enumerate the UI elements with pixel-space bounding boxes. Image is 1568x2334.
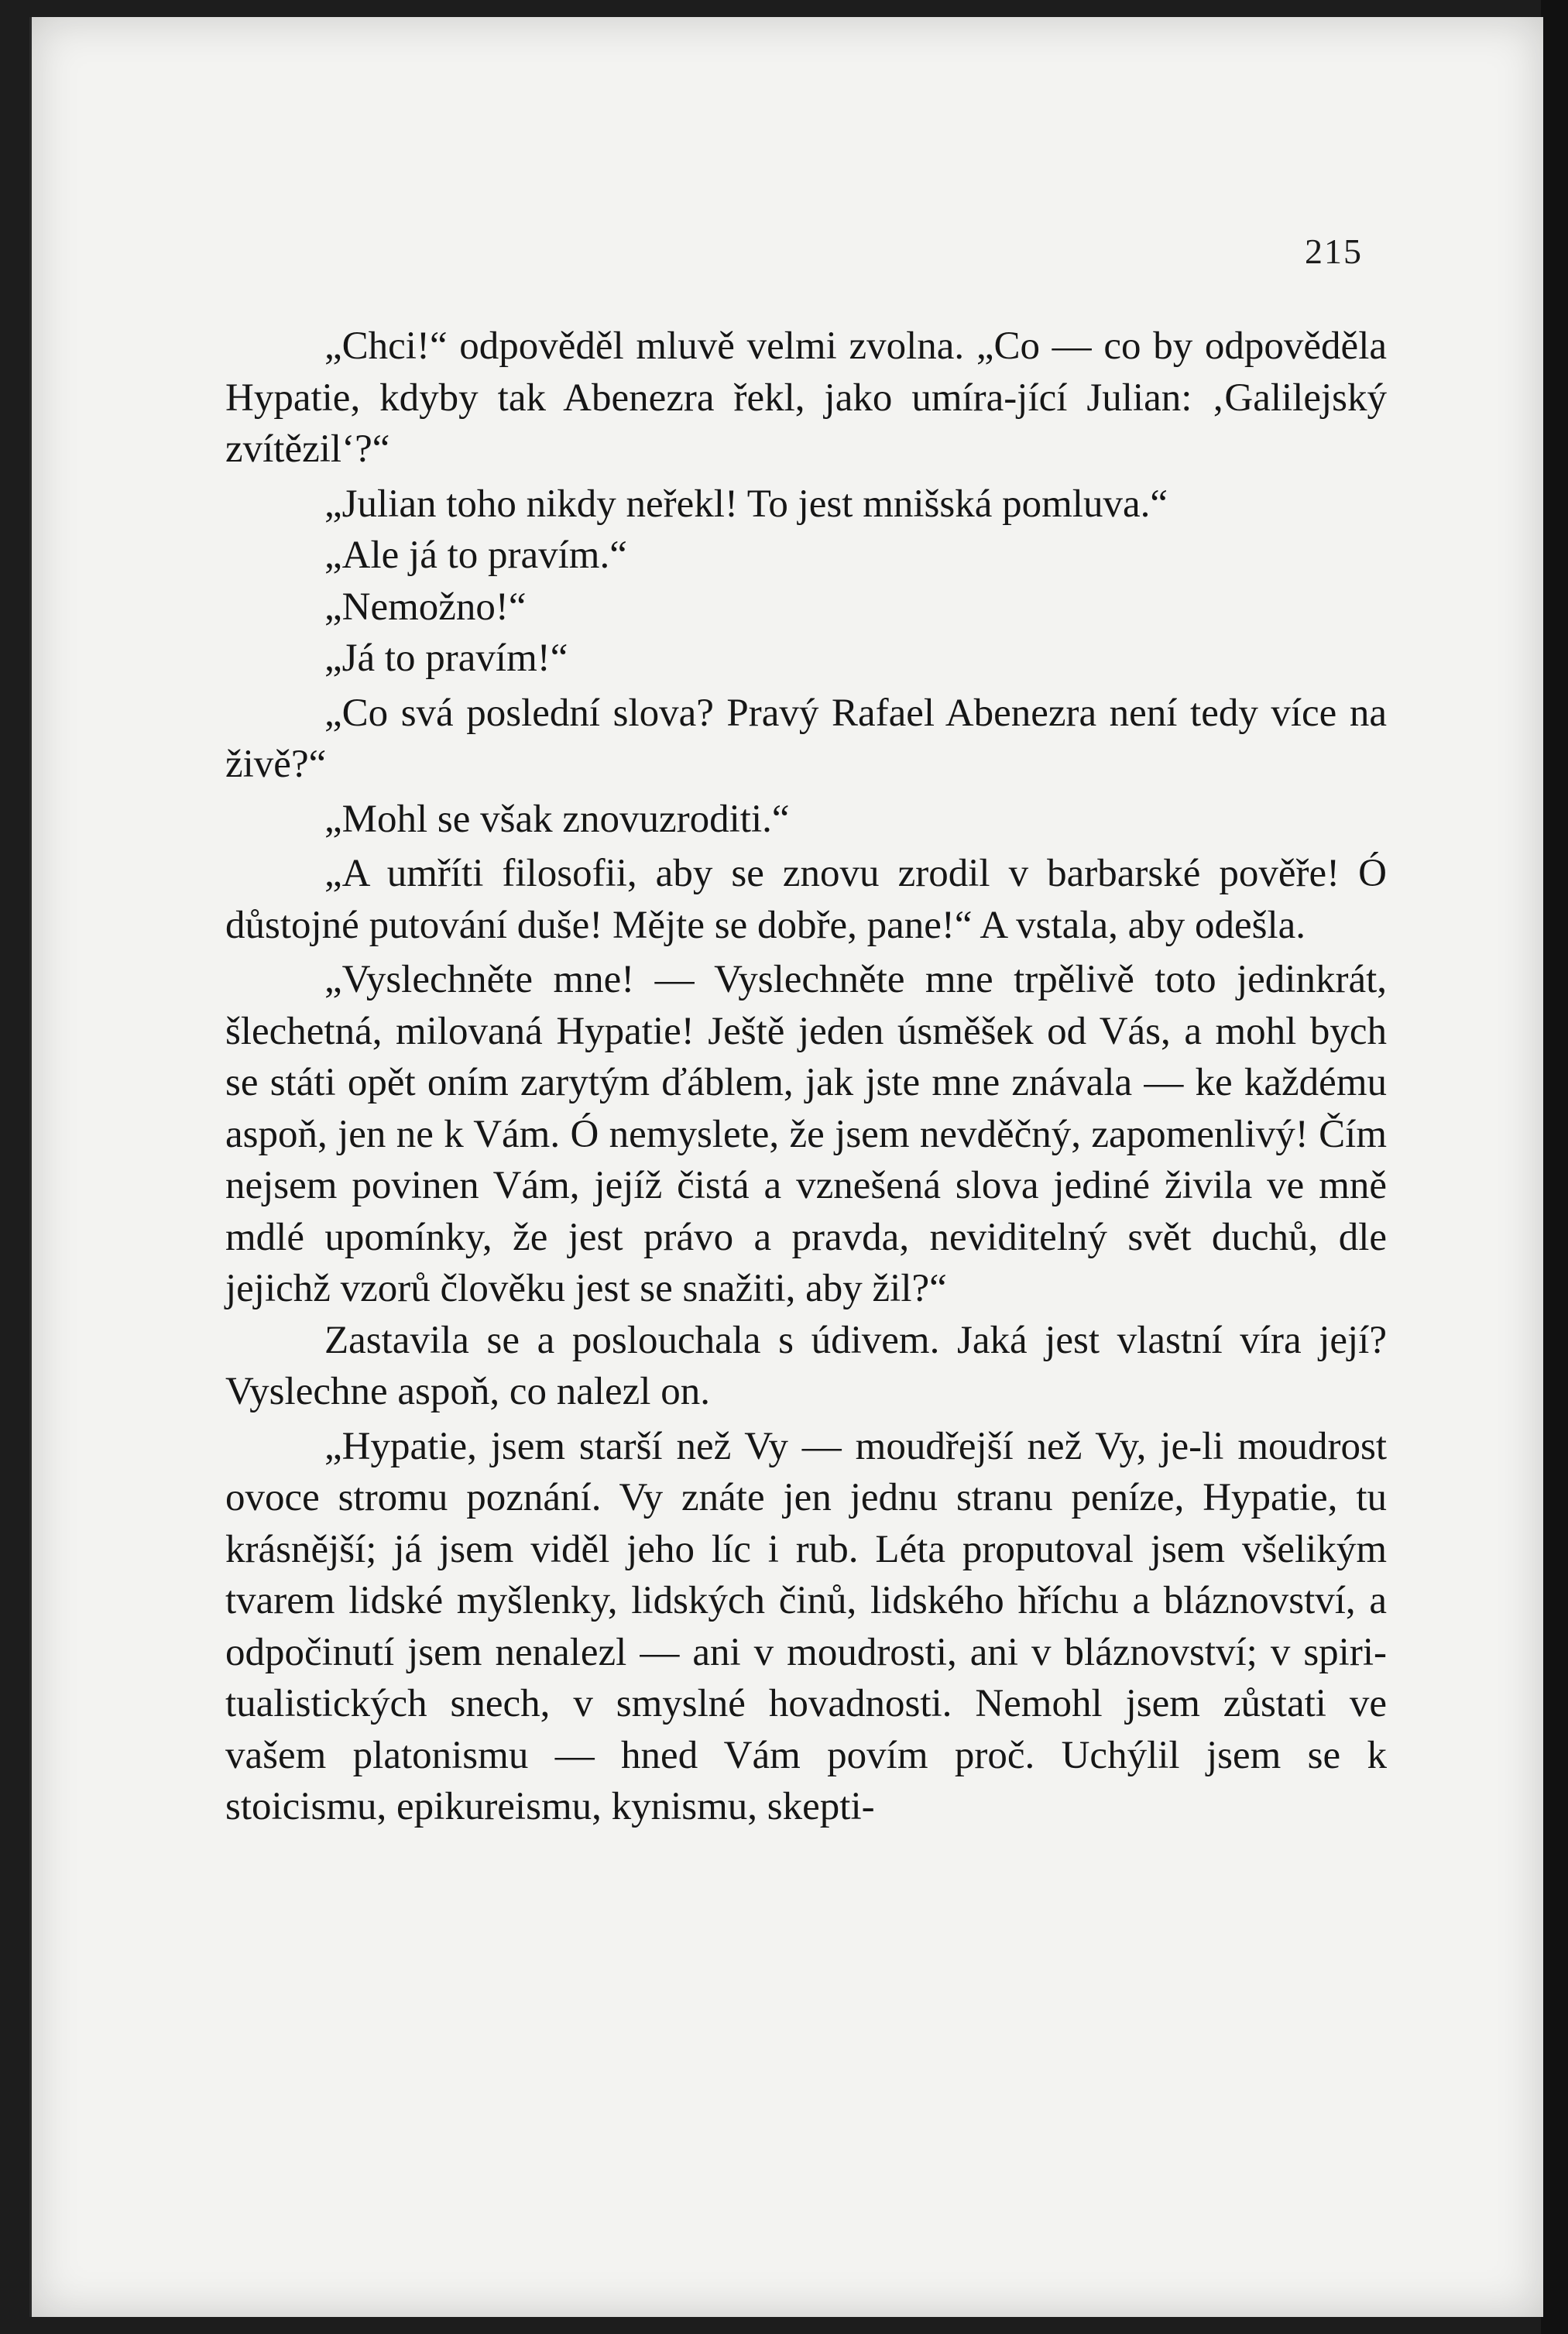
paragraph-9: „Vyslechněte mne! — Vyslechněte mne trpělivě toto jedinkrát, šlechetná, milovaná Hypatie! Ještě jeden úsměšek od Vás, a mohl bych se státi opět oním zarytým ďáblem, jak jste mne znávala — ke každému aspoň, jen ne k Vám. Ó nemyslete, že jsem nevděčný, zapomenlivý! Čím nejsem povinen Vám, jejíž čistá a vznešená slova jediné živila ve mně mdlé upomínky, že jest právo a pravda, neviditelný svět duchů, dle jejichž vzorů člověku jest se snažiti, aby žil?“ <box>225 958 1387 1310</box>
paragraph-3: „Ale já to pravím.“ <box>324 534 627 577</box>
scan-edge <box>1541 0 1568 2334</box>
paragraph-2: „Julian toho nikdy neřekl! To jest mnišská pomluva.“ <box>324 482 1168 526</box>
paragraph-11: „Hypatie, jsem starší než Vy — moudřejší než Vy, je-li moudrost ovoce stromu poznání. Vy znáte jen jednu stranu peníze, Hypatie, tu krásnější; já jsem viděl jeho líc i rub. Léta proputoval jsem všelikým tvarem lidské myšlenky, lidských činů, lidského hříchu a bláznovství, a odpočinutí jsem nenalezl — ani v moudrosti, ani v bláznovství; v spiri-tualistických snech, v smyslné hovadnosti. Nemohl jsem zůstati ve vašem platonismu — hned Vám povím proč. Uchýlil jsem se k stoicismu, epikureismu, kynismu, skepti- <box>225 1424 1387 1828</box>
page-number: 215 <box>1305 232 1363 271</box>
paragraph-4: „Nemožno!“ <box>324 585 527 629</box>
paragraph-5: „Já to pravím!“ <box>324 637 568 680</box>
book-page <box>29 17 1543 2317</box>
paragraph-6: „Co svá poslední slova? Pravý Rafael Abenezra není tedy více na živě?“ <box>225 691 1387 786</box>
paragraph-8: „A umříti filosofii, aby se znovu zrodil v barbarské pověře! Ó důstojné putování duše! Mějte se dobře, pane!“ A vstala, aby odešla. <box>225 852 1387 947</box>
paragraph-1: „Chci!“ odpověděl mluvě velmi zvolna. „Co — co by odpověděla Hypatie, kdyby tak Abenezra řekl, jako umíra-jící Julian: ‚Galilejský zvítězil‘?“ <box>225 324 1387 471</box>
body-text <box>225 321 1387 1833</box>
paragraph-7: „Mohl se však znovuzroditi.“ <box>324 797 790 841</box>
paragraph-10: Zastavila se a poslouchala s údivem. Jaká jest vlastní víra její? Vyslechne aspoň, co nalezl on. <box>225 1318 1387 1413</box>
